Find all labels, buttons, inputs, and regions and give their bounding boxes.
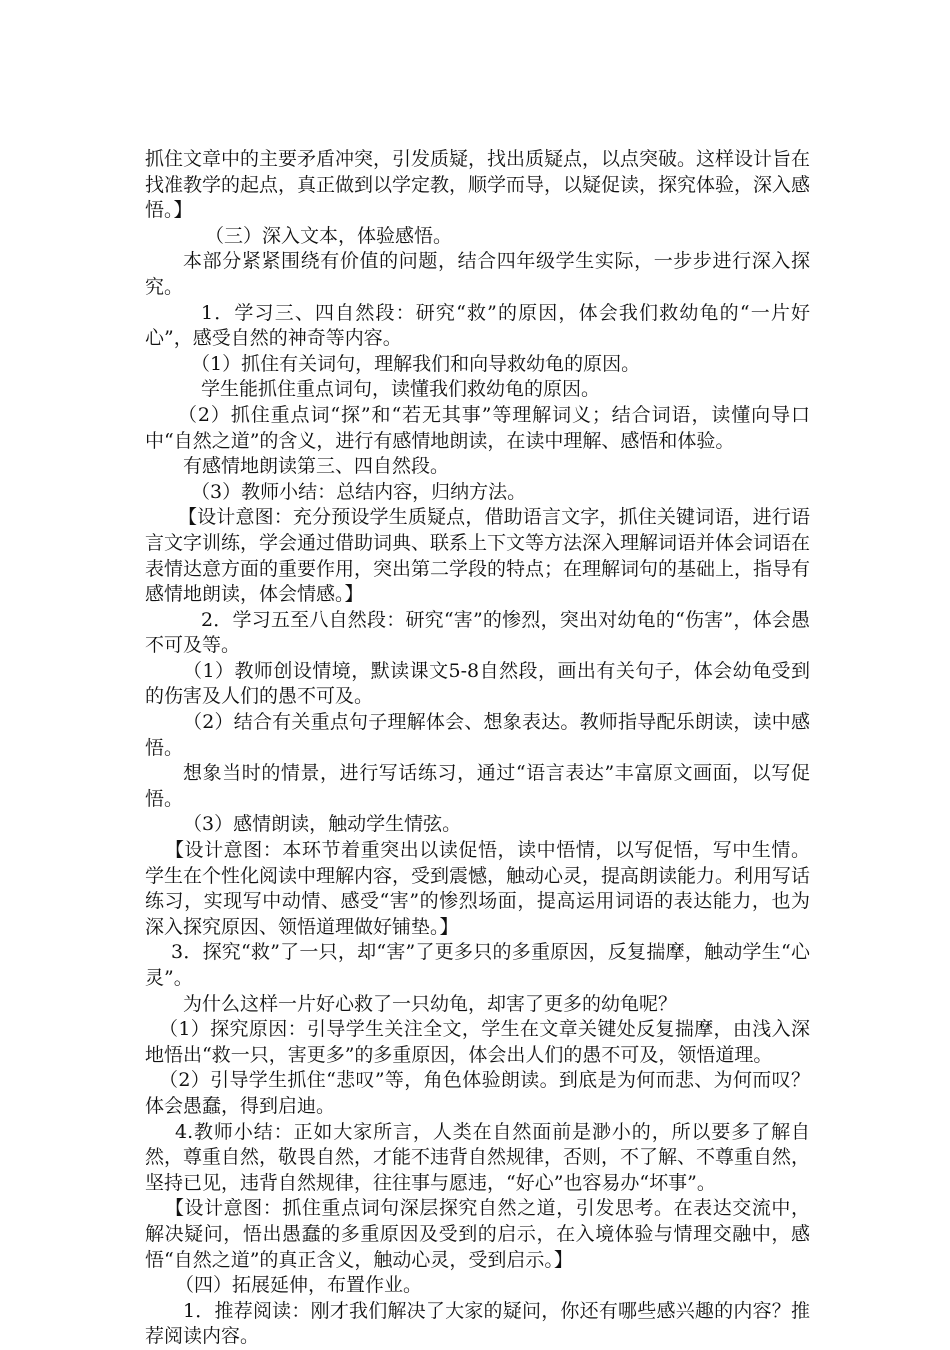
paragraph-item-1-2-detail: 有感情地朗读第三、四自然段。 bbox=[183, 455, 450, 478]
paragraph-item-1-2: （2）抓住重点词“探”和“若无其事”等理解词义；结合词语，读懂向导口中“自然之道”的含义，进行有感情地朗读，在读中理解、感悟和体验。 bbox=[145, 403, 810, 452]
paragraph-item-2-1: （1）教师创设情境，默读课文5-8自然段，画出有关句子，体会幼龟受到的伤害及人们的愚不可及。 bbox=[145, 659, 810, 708]
paragraph-item-1-3: （3）教师小结：总结内容，归纳方法。 bbox=[191, 480, 527, 503]
paragraph-item-3-1: （1）探究原因：引导学生关注全文，学生在文章关键处反复揣摩，由浅入深地悟出“救一只，害更多”的多重原因，体会出人们的愚不可及，领悟道理。 bbox=[145, 1018, 810, 1066]
paragraph-section-intro: 本部分紧紧围绕有价值的问题，结合四年级学生实际，一步步进行深入探究。 bbox=[145, 250, 810, 298]
paragraph-design-intent-1: 【设计意图：充分预设学生质疑点，借助语言文字，抓住关键词语，进行语言文字训练，学会通过借助词典、联系上下文等方法深入理解词语并体会词语在表情达意方面的重要作用，突出第二学段的特点；在理解词句的基础上，指导有感情地朗读，体会情感。】 bbox=[145, 506, 811, 606]
paragraph-item-4: 4.教师小结：正如大家所言，人类在自然面前是渺小的，所以要多了解自然，尊重自然，敬畏自然，才能不违背自然规律，否则，不了解、不尊重自然，坚持已见，违背自然规律，往往事与愿违，“好心”也容易办“坏事”。 bbox=[145, 1120, 811, 1194]
section-heading-3: （三）深入文本，体验感悟。 bbox=[205, 224, 453, 247]
paragraph-recommended-reading: 1．推荐阅读：刚才我们解决了大家的疑问，你还有哪些感兴趣的内容？推荐阅读内容。 bbox=[145, 1299, 810, 1348]
paragraph-design-intent-3: 【设计意图：抓住重点词句深层探究自然之道，引发思考。在表达交流中，解决疑问，悟出愚蠢的多重原因及受到的启示，在入境体验与情理交融中，感悟“自然之道”的真正含义，触动心灵，受到启示。】 bbox=[145, 1197, 810, 1271]
paragraph-item-2: 2．学习五至八自然段：研究“害”的惨烈，突出对幼龟的“伤害”，体会愚不可及等。 bbox=[145, 608, 810, 657]
paragraph-design-intent-continuation: 抓住文章中的主要矛盾冲突，引发质疑，找出质疑点，以点突破。这样设计旨在找准教学的起点，真正做到以学定教，顺学而导，以疑促读，探究体验，深入感悟。】 bbox=[145, 148, 811, 222]
paragraph-item-3-2: （2）引导学生抓住“悲叹”等，角色体验朗读。到底是为何而悲、为何而叹？体会愚蠢，得到启迪。 bbox=[145, 1069, 810, 1117]
document-body bbox=[145, 147, 810, 1350]
paragraph-item-1-1-detail: 学生能抓住重点词句，读懂我们救幼龟的原因。 bbox=[201, 378, 601, 401]
section-heading-4: （四）拓展延伸，布置作业。 bbox=[175, 1274, 423, 1297]
paragraph-item-2-2-detail: 想象当时的情景，进行写话练习，通过“语言表达”丰富原文画面，以写促悟。 bbox=[145, 762, 810, 810]
paragraph-item-3: 3．探究“救”了一只，却“害”了更多只的多重原因，反复揣摩，触动学生“心灵”。 bbox=[145, 941, 810, 989]
paragraph-item-2-3: （3）感情朗读，触动学生情弦。 bbox=[183, 813, 462, 836]
paragraph-item-1-1: （1）抓住有关词句，理解我们和向导救幼龟的原因。 bbox=[191, 352, 641, 375]
paragraph-item-1: 1．学习三、四自然段：研究“救”的原因，体会我们救幼龟的“一片好心”，感受自然的神奇等内容。 bbox=[145, 301, 810, 350]
paragraph-item-3-question: 为什么这样一片好心救了一只幼龟，却害了更多的幼龟呢？ bbox=[183, 992, 678, 1015]
paragraph-design-intent-2: 【设计意图：本环节着重突出以读促悟，读中悟情，以写促悟，写中生情。学生在个性化阅读中理解内容，受到震憾，触动心灵，提高朗读能力。利用写话练习，实现写中动情、感受“害”的惨烈场面，提高运用词语的表达能力，也为深入探究原因、领悟道理做好铺垫。】 bbox=[145, 839, 811, 938]
paragraph-item-2-2: （2）结合有关重点句子理解体会、想象表达。教师指导配乐朗读，读中感悟。 bbox=[145, 711, 810, 759]
